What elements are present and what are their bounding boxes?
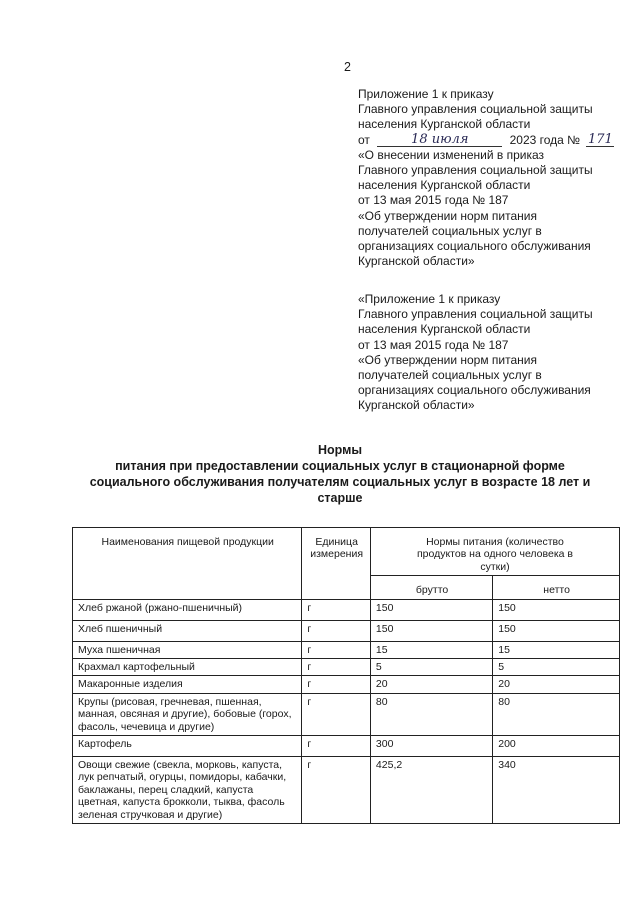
header-brutto: брутто xyxy=(370,576,492,599)
header-norms: Нормы питания (количество продуктов на одного человека в сутки) xyxy=(370,528,619,576)
product-unit: г xyxy=(302,659,371,676)
product-name: Картофель xyxy=(73,736,302,757)
brutto-value: 5 xyxy=(370,659,492,676)
title-line: питания при предоставлении социальных услуг в стационарной форме xyxy=(115,459,565,473)
handwritten-date: 18 июля xyxy=(377,134,502,147)
appendix-line: организациях социального обслуживания xyxy=(358,383,591,398)
appendix-line: населения Курганской области xyxy=(358,178,531,193)
product-unit: г xyxy=(302,620,371,641)
table-row xyxy=(73,620,620,641)
appendix-line: Главного управления социальной защиты xyxy=(358,102,593,117)
table-row xyxy=(73,659,620,676)
product-name: Овощи свежие (свекла, морковь, капуста, лук репчатый, огурцы, помидоры, кабачки, баклажаны, перец сладкий, капуста цветная, капуста брокколи, тыква, фасоль зеленая стручковая и другие) xyxy=(73,757,302,824)
brutto-value: 20 xyxy=(370,676,492,693)
table-row xyxy=(73,757,620,824)
table-row xyxy=(73,676,620,693)
netto-value: 340 xyxy=(493,757,620,824)
brutto-value: 150 xyxy=(370,620,492,641)
table-header-row xyxy=(73,528,620,576)
product-name: Муха пшеничная xyxy=(73,641,302,658)
document-title xyxy=(60,442,620,506)
appendix-line: от 13 мая 2015 года № 187 xyxy=(358,193,509,208)
brutto-value: 15 xyxy=(370,641,492,658)
appendix-line: получателей социальных услуг в xyxy=(358,368,542,383)
netto-value: 80 xyxy=(493,693,620,735)
header-unit: Единица измерения xyxy=(302,528,371,600)
title-line: Нормы xyxy=(317,443,363,457)
product-unit: г xyxy=(302,693,371,735)
appendix-line: Курганской области» xyxy=(358,398,475,413)
brutto-value: 425,2 xyxy=(370,757,492,824)
brutto-value: 300 xyxy=(370,736,492,757)
appendix-line: Главного управления социальной защиты xyxy=(358,307,593,322)
appendix-line: Приложение 1 к приказу xyxy=(358,87,494,101)
product-unit: г xyxy=(302,676,371,693)
header-product: Наименования пищевой продукции xyxy=(73,528,302,600)
product-name: Крахмал картофельный xyxy=(73,659,302,676)
product-unit: г xyxy=(302,736,371,757)
page-number: 2 xyxy=(344,60,351,74)
appendix-line: «Приложение 1 к приказу xyxy=(358,292,501,306)
appendix-line: организациях социального обслуживания xyxy=(358,239,591,254)
appendix-line: «Об утверждении норм питания xyxy=(358,352,537,367)
netto-value: 20 xyxy=(493,676,620,693)
nutrition-norms-table xyxy=(72,527,620,824)
product-name: Макаронные изделия xyxy=(73,676,302,693)
year-text: 2023 года № xyxy=(509,132,581,147)
netto-value: 200 xyxy=(493,736,620,757)
appendix-line: «Об утверждении норм питания xyxy=(358,208,537,223)
table-row xyxy=(73,693,620,735)
table-row xyxy=(73,641,620,658)
netto-value: 15 xyxy=(493,641,620,658)
table-row xyxy=(73,599,620,620)
appendix-line: Курганской области» xyxy=(358,254,475,269)
brutto-value: 150 xyxy=(370,599,492,620)
appendix-line: населения Курганской области xyxy=(358,117,531,132)
appendix-line: населения Курганской области xyxy=(358,322,531,337)
appendix-line: Главного управления социальной защиты xyxy=(358,163,593,178)
appendix-line: получателей социальных услуг в xyxy=(358,223,542,238)
header-netto: нетто xyxy=(493,576,620,599)
handwritten-order-number: 171 xyxy=(587,131,613,147)
title-line: социального обслуживания получателям социальных услуг в возрасте 18 лет и xyxy=(89,475,591,489)
netto-value: 5 xyxy=(493,659,620,676)
product-name: Хлеб пшеничный xyxy=(73,620,302,641)
netto-value: 150 xyxy=(493,620,620,641)
date-prefix: от xyxy=(358,132,370,147)
title-line: старше xyxy=(317,491,363,505)
product-unit: г xyxy=(302,641,371,658)
appendix-original-order xyxy=(358,292,633,414)
product-unit: г xyxy=(302,757,371,824)
order-date-line xyxy=(358,133,633,148)
brutto-value: 80 xyxy=(370,693,492,735)
product-name: Крупы (рисовая, гречневая, пшенная, манная, овсяная и другие), бобовые (горох, фасоль, чечевица и другие) xyxy=(73,693,302,735)
appendix-line: «О внесении изменений в приказ xyxy=(358,147,544,162)
product-name: Хлеб ржаной (ржано-пшеничный) xyxy=(73,599,302,620)
appendix-current-order xyxy=(358,87,633,269)
netto-value: 150 xyxy=(493,599,620,620)
appendix-line: от 13 мая 2015 года № 187 xyxy=(358,337,509,352)
product-unit: г xyxy=(302,599,371,620)
table-row xyxy=(73,736,620,757)
